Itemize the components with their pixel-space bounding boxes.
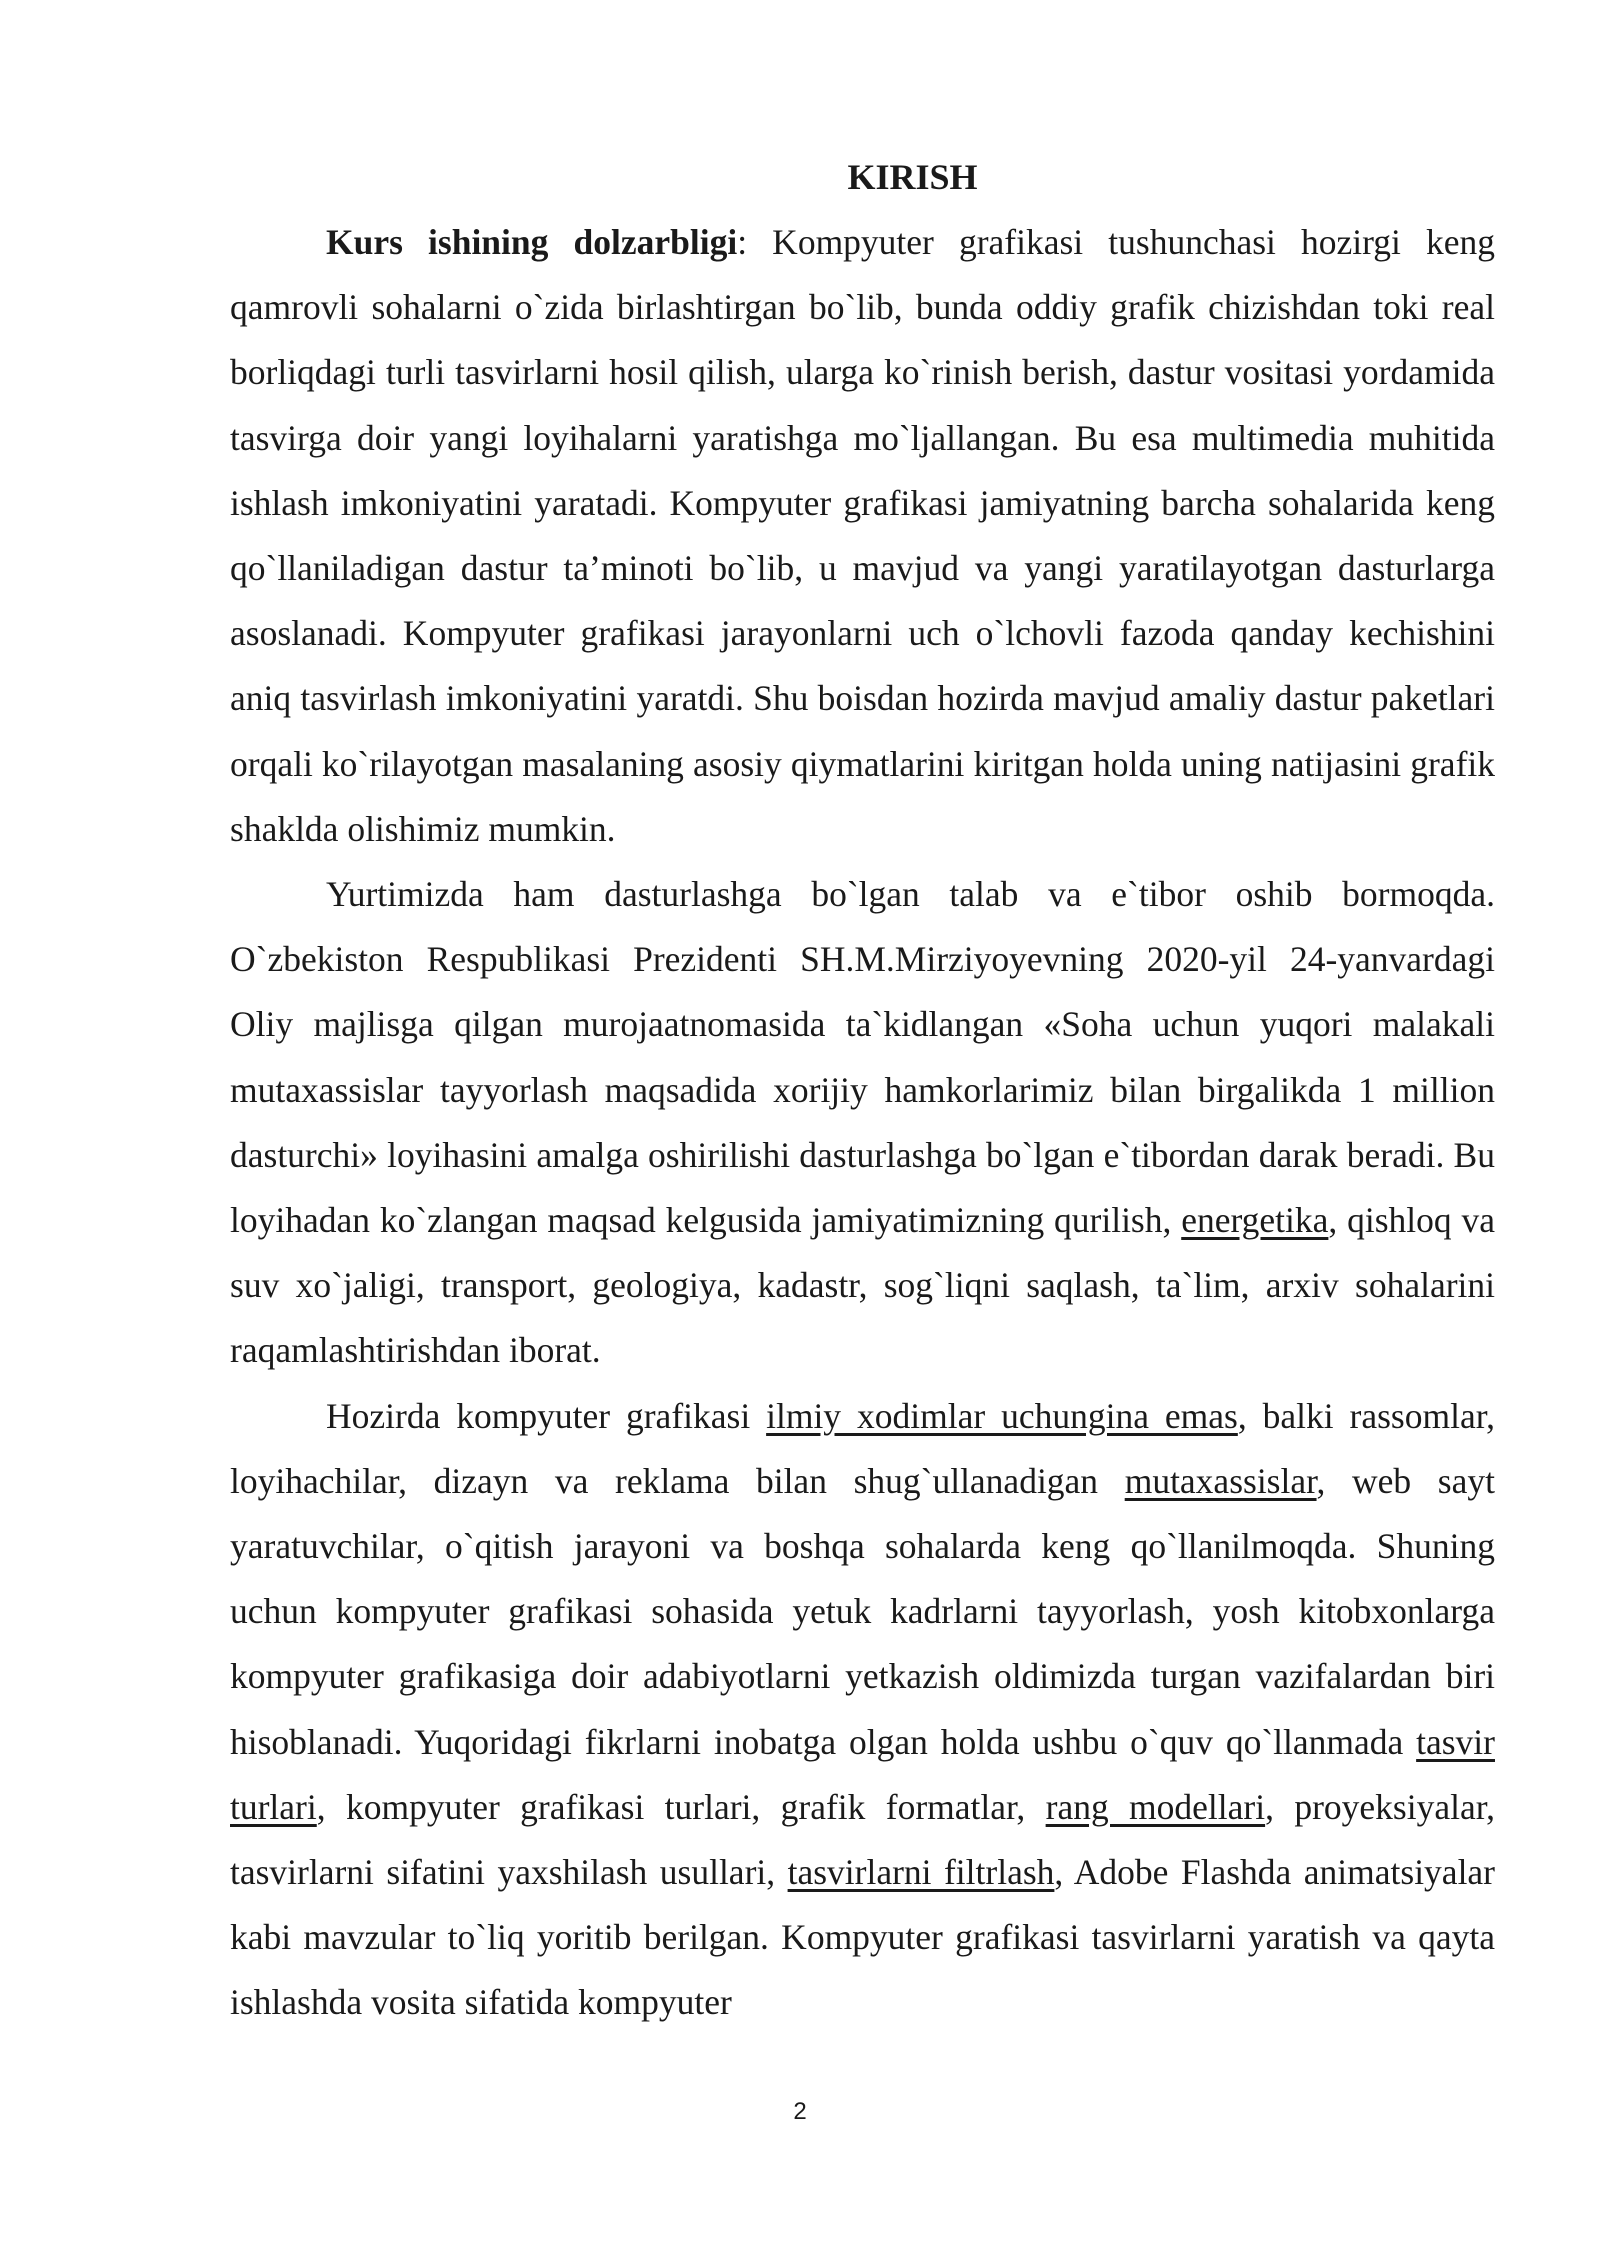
text-run: : Kompyuter grafikasi tushunchasi hozirgi keng qamrovli sohalarni o`zida birlashtirgan bo`lib, bunda oddiy grafik chizishdan toki real borliqdagi turli tasvirlarni hosil qilish, ularga ko`rinish berish, dastur vositasi yordamida tasvirga doir yangi loyihalarni yaratishga mo`ljallangan. Bu esa multimedia muhitida ishlash imkoniyatini yaratadi. Kompyuter grafikasi jamiyatning barcha sohalarida keng qo`llaniladigan dastur ta’minoti bo`lib, u mavjud va yangi yaratilayotgan dasturlarga asoslanadi. Kompyuter grafikasi jarayonlarni uch o`lchovli fazoda qanday kechishini aniq tasvirlash imkoniyatini yaratdi. Shu boisdan hozirda mavjud amaliy dastur paketlari orqali ko`rilayotgan masalaning asosiy qiymatlarini kiritgan holda uning natijasini grafik shaklda olishimiz mumkin. [230, 222, 1496, 849]
text-run: Yurtimizda ham dasturlashga bo`lgan talab va e`tibor oshib bormoqda. O`zbekiston Respublikasi Prezidenti SH.M.Mirziyoyevning 2020-yil 24-yanvardagi Oliy majlisga qilgan murojaatnomasida ta`kidlangan «Soha uchun yuqori malakali mutaxassislar tayyorlash maqsadida xorijiy hamkorlarimiz bilan birgalikda 1 million dasturchi» loyihasini amalga oshirilishi dasturlashga bo`lgan e`tibordan darak beradi. Bu loyihadan ko`zlangan maqsad kelgusida jamiyatimizning qurilish, [230, 874, 1495, 1241]
paragraph [230, 862, 1495, 1384]
bold-run: Kurs ishining dolzarbligi [326, 222, 738, 262]
page-number: 2 [793, 2098, 807, 2125]
section-heading: KIRISH [847, 157, 978, 197]
text-run: , kompyuter grafikasi turlari, grafik formatlar, [316, 1786, 1046, 1827]
underlined-run: tasvir turlari [230, 1721, 1495, 1827]
document-page [230, 145, 1495, 2036]
underlined-run: energetika [1181, 1200, 1329, 1241]
text-run: , qishloq va suv xo`jaligi, transport, geologiya, kadastr, sog`liqni saqlash, ta`lim, arxiv sohalarini raqamlashtirishdan iborat. [230, 1200, 1495, 1371]
underlined-run: rang modellari [1045, 1786, 1266, 1827]
underlined-run: ilmiy xodimlar uchungina emas [766, 1395, 1238, 1436]
body-text [230, 210, 1495, 2036]
text-run: Hozirda kompyuter grafikasi [326, 1395, 767, 1436]
text-run: , proyeksiyalar, tasvirlarni sifatini yaxshilash usullari, [230, 1786, 1495, 1893]
text-run: , balki rassomlar, loyihachilar, dizayn va reklama bilan shug`ullanadigan [230, 1395, 1496, 1501]
text-run: , Adobe Flashda animatsiyalar kabi mavzular to`liq yoritib berilgan. Kompyuter grafikasi tasvirlarni yaratish va qayta ishlashda vosita sifatida kompyuter [230, 1852, 1496, 2023]
text-run: , web sayt yaratuvchilar, o`qitish jarayoni va boshqa sohalarda keng qo`llanilmoqda. Shuning uchun kompyuter grafikasi sohasida yetuk kadrlarni tayyorlash, yosh kitobxonlarga kompyuter grafikasiga doir adabiyotlarni yetkazish oldimizda turgan vazifalardan biri hisoblanadi. Yuqoridagi fikrlarni inobatga olgan holda ushbu o`quv qo`llanmada [230, 1460, 1495, 1762]
paragraph [230, 210, 1495, 862]
underlined-run: tasvirlarni filtrlash [787, 1852, 1055, 1893]
paragraph [230, 1384, 1495, 2036]
underlined-run: mutaxassislar [1124, 1460, 1317, 1501]
